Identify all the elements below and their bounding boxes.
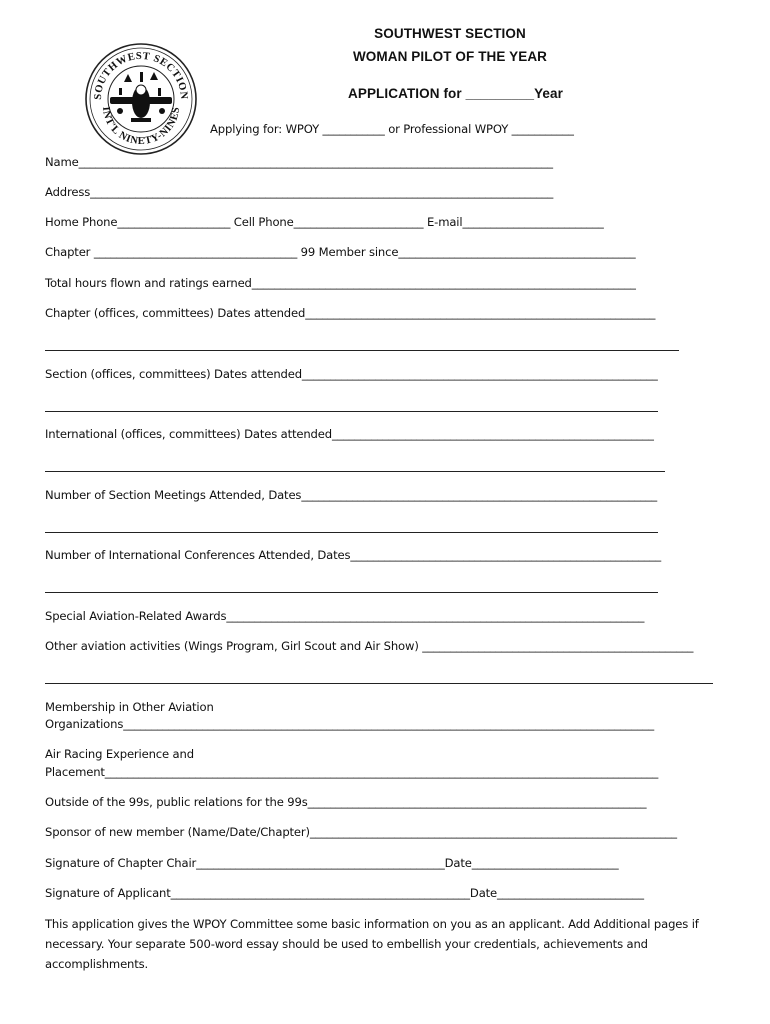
footer-instructions: This application gives the WPOY Committee some basic information on you as an applicant. Add Additional pages if necessary. Your separate 500-word essay should be used to embellish your credentials, achievements and accomplishments. xyxy=(45,917,699,971)
membership-label: Membership in Other Aviation xyxy=(45,700,214,714)
awards-field[interactable]: Special Aviation-Related Awards__________________________________________________________________________ xyxy=(45,609,645,623)
chapter-chair-signature-field[interactable]: Signature of Chapter Chair____________________________________________Date__________________________ xyxy=(45,856,619,870)
international-offices-field[interactable]: International (offices, committees) Dates attended_________________________________________________________ xyxy=(45,427,654,441)
section-meetings-field[interactable]: Number of Section Meetings Attended, Dates_______________________________________________________________ xyxy=(45,488,658,502)
section-title: SOUTHWEST SECTION xyxy=(374,26,526,41)
blank-line[interactable] xyxy=(45,683,713,684)
blank-line[interactable] xyxy=(45,532,658,533)
address-field[interactable]: Address__________________________________________________________________________________ xyxy=(45,185,554,199)
chapter-offices-field[interactable]: Chapter (offices, committees) Dates attended______________________________________________________________ xyxy=(45,306,656,320)
other-activities-field[interactable]: Other aviation activities (Wings Program, Girl Scout and Air Show) ________________________________________________ xyxy=(45,639,694,653)
applicant-signature-field[interactable]: Signature of Applicant_____________________________________________________Date__________________________ xyxy=(45,886,644,900)
air-racing-label: Air Racing Experience and xyxy=(45,747,194,761)
application-title: APPLICATION for _________Year xyxy=(348,86,563,101)
seal-text-top: SOUTHWEST SECTION xyxy=(92,50,190,101)
airplane-seal-icon xyxy=(84,42,198,156)
blank-line[interactable] xyxy=(45,471,665,472)
blank-line[interactable] xyxy=(45,592,658,593)
membership-field[interactable]: Organizations______________________________________________________________________________________________ xyxy=(45,717,655,731)
seal-text-bottom: INT'L NINETY-NINES xyxy=(99,106,183,148)
air-racing-field[interactable]: Placement__________________________________________________________________________________________________ xyxy=(45,765,659,779)
international-conferences-field[interactable]: Number of International Conferences Attended, Dates_______________________________________________________ xyxy=(45,548,661,562)
public-relations-field[interactable]: Outside of the 99s, public relations for the 99s____________________________________________________________ xyxy=(45,795,647,809)
name-field[interactable]: Name____________________________________________________________________________________ xyxy=(45,155,553,169)
chapter-field[interactable]: Chapter ____________________________________ 99 Member since__________________________________________ xyxy=(45,245,636,259)
award-title: WOMAN PILOT OF THE YEAR xyxy=(352,49,548,64)
blank-line[interactable] xyxy=(45,411,658,412)
blank-line[interactable] xyxy=(45,350,679,351)
hours-field[interactable]: Total hours flown and ratings earned____________________________________________________________________ xyxy=(45,276,636,290)
applying-for-field[interactable]: Applying for: WPOY ___________ or Professional WPOY ___________ xyxy=(210,122,574,136)
sponsor-field[interactable]: Sponsor of new member (Name/Date/Chapter)_________________________________________________________________ xyxy=(45,825,677,839)
phone-email-field[interactable]: Home Phone____________________ Cell Phone_______________________ E-mail_________________________ xyxy=(45,215,604,229)
section-offices-field[interactable]: Section (offices, committees) Dates attended_______________________________________________________________ xyxy=(45,367,658,381)
